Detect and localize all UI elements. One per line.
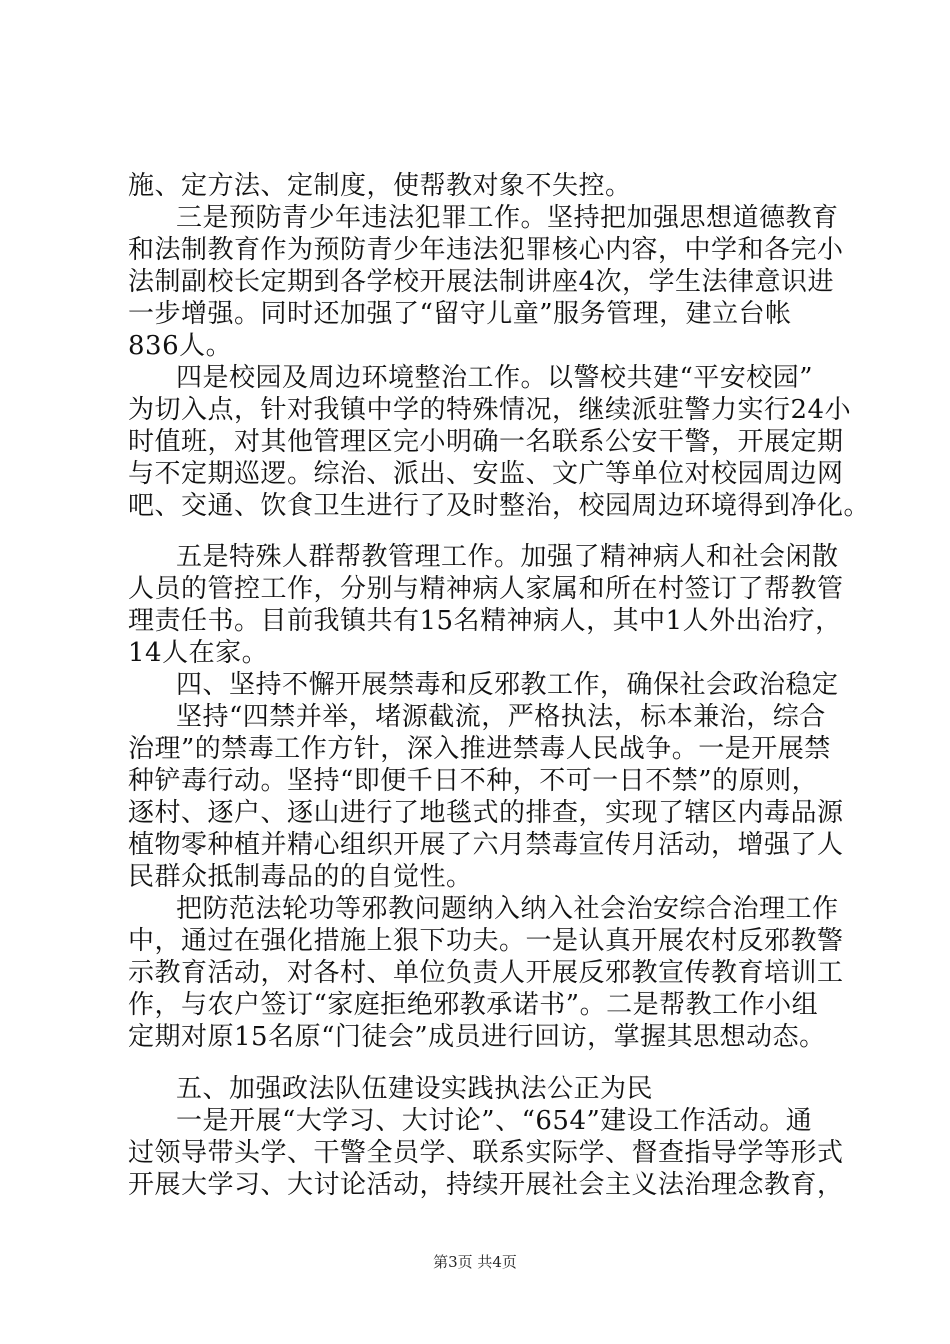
- paragraph-line: 836人。: [128, 331, 233, 361]
- paragraph-line: 理责任书。目前我镇共有15名精神病人，其中1人外出治疗，: [128, 606, 842, 636]
- paragraph-line: 人员的管控工作，分别与精神病人家属和所在村签订了帮教管: [128, 574, 844, 604]
- paragraph-line: 把防范法轮功等邪教问题纳入纳入社会治安综合治理工作: [176, 894, 839, 924]
- paragraph-line: 作，与农户签订“家庭拒绝邪教承诺书”。二是帮教工作小组: [128, 990, 819, 1020]
- section-heading: 四、坚持不懈开展禁毒和反邪教工作，确保社会政治稳定: [176, 670, 839, 700]
- paragraph-line: 施、定方法、定制度，使帮教对象不失控。: [128, 171, 632, 201]
- paragraph-line: 治理”的禁毒工作方针，深入推进禁毒人民战争。一是开展禁: [128, 734, 831, 764]
- paragraph-line: 时值班，对其他管理区完小明确一名联系公安干警，开展定期: [128, 427, 844, 457]
- page-footer: 第3页 共4页: [433, 1253, 517, 1271]
- paragraph-line: 植物零种植并精心组织开展了六月禁毒宣传月活动，增强了人: [128, 830, 844, 860]
- paragraph-line: 坚持“四禁并举，堵源截流，严格执法，标本兼治，综合: [176, 702, 826, 732]
- paragraph-line: 示教育活动，对各村、单位负责人开展反邪教宣传教育培训工: [128, 958, 844, 988]
- paragraph-line: 种铲毒行动。坚持“即便千日不种，不可一日不禁”的原则，: [128, 766, 819, 796]
- paragraph-line: 过领导带头学、干警全员学、联系实际学、督查指导学等形式: [128, 1138, 844, 1168]
- paragraph-line: 定期对原15名原“门徒会”成员进行回访，掌握其思想动态。: [128, 1022, 826, 1052]
- paragraph-line: 一是开展“大学习、大讨论”、“654”建设工作活动。通: [176, 1106, 813, 1136]
- paragraph-line: 开展大学习、大讨论活动，持续开展社会主义法治理念教育，: [128, 1170, 844, 1200]
- paragraph-line: 五是特殊人群帮教管理工作。加强了精神病人和社会闲散: [176, 542, 839, 572]
- paragraph-line: 与不定期巡逻。综治、派出、安监、文广等单位对校园周边网: [128, 459, 844, 489]
- paragraph-line: 和法制教育作为预防青少年违法犯罪核心内容，中学和各完小: [128, 235, 844, 265]
- paragraph-line: 一步增强。同时还加强了“留守儿童”服务管理，建立台帐: [128, 299, 792, 329]
- paragraph-line: 14人在家。: [128, 638, 269, 668]
- paragraph-line: 逐村、逐户、逐山进行了地毯式的排查，实现了辖区内毒品源: [128, 798, 844, 828]
- section-heading: 五、加强政法队伍建设实践执法公正为民: [176, 1074, 654, 1104]
- paragraph-line: 中，通过在强化措施上狠下功夫。一是认真开展农村反邪教警: [128, 926, 844, 956]
- paragraph-line: 为切入点，针对我镇中学的特殊情况，继续派驻警力实行24小: [128, 395, 852, 425]
- paragraph-line: 民群众抵制毒品的的自觉性。: [128, 862, 473, 892]
- paragraph-line: 三是预防青少年违法犯罪工作。坚持把加强思想道德教育: [176, 203, 839, 233]
- paragraph-line: 四是校园及周边环境整治工作。以警校共建“平安校园”: [176, 363, 814, 393]
- paragraph-line: 法制副校长定期到各学校开展法制讲座4次，学生法律意识进: [128, 267, 835, 297]
- paragraph-line: 吧、交通、饮食卫生进行了及时整治，校园周边环境得到净化。: [128, 491, 871, 521]
